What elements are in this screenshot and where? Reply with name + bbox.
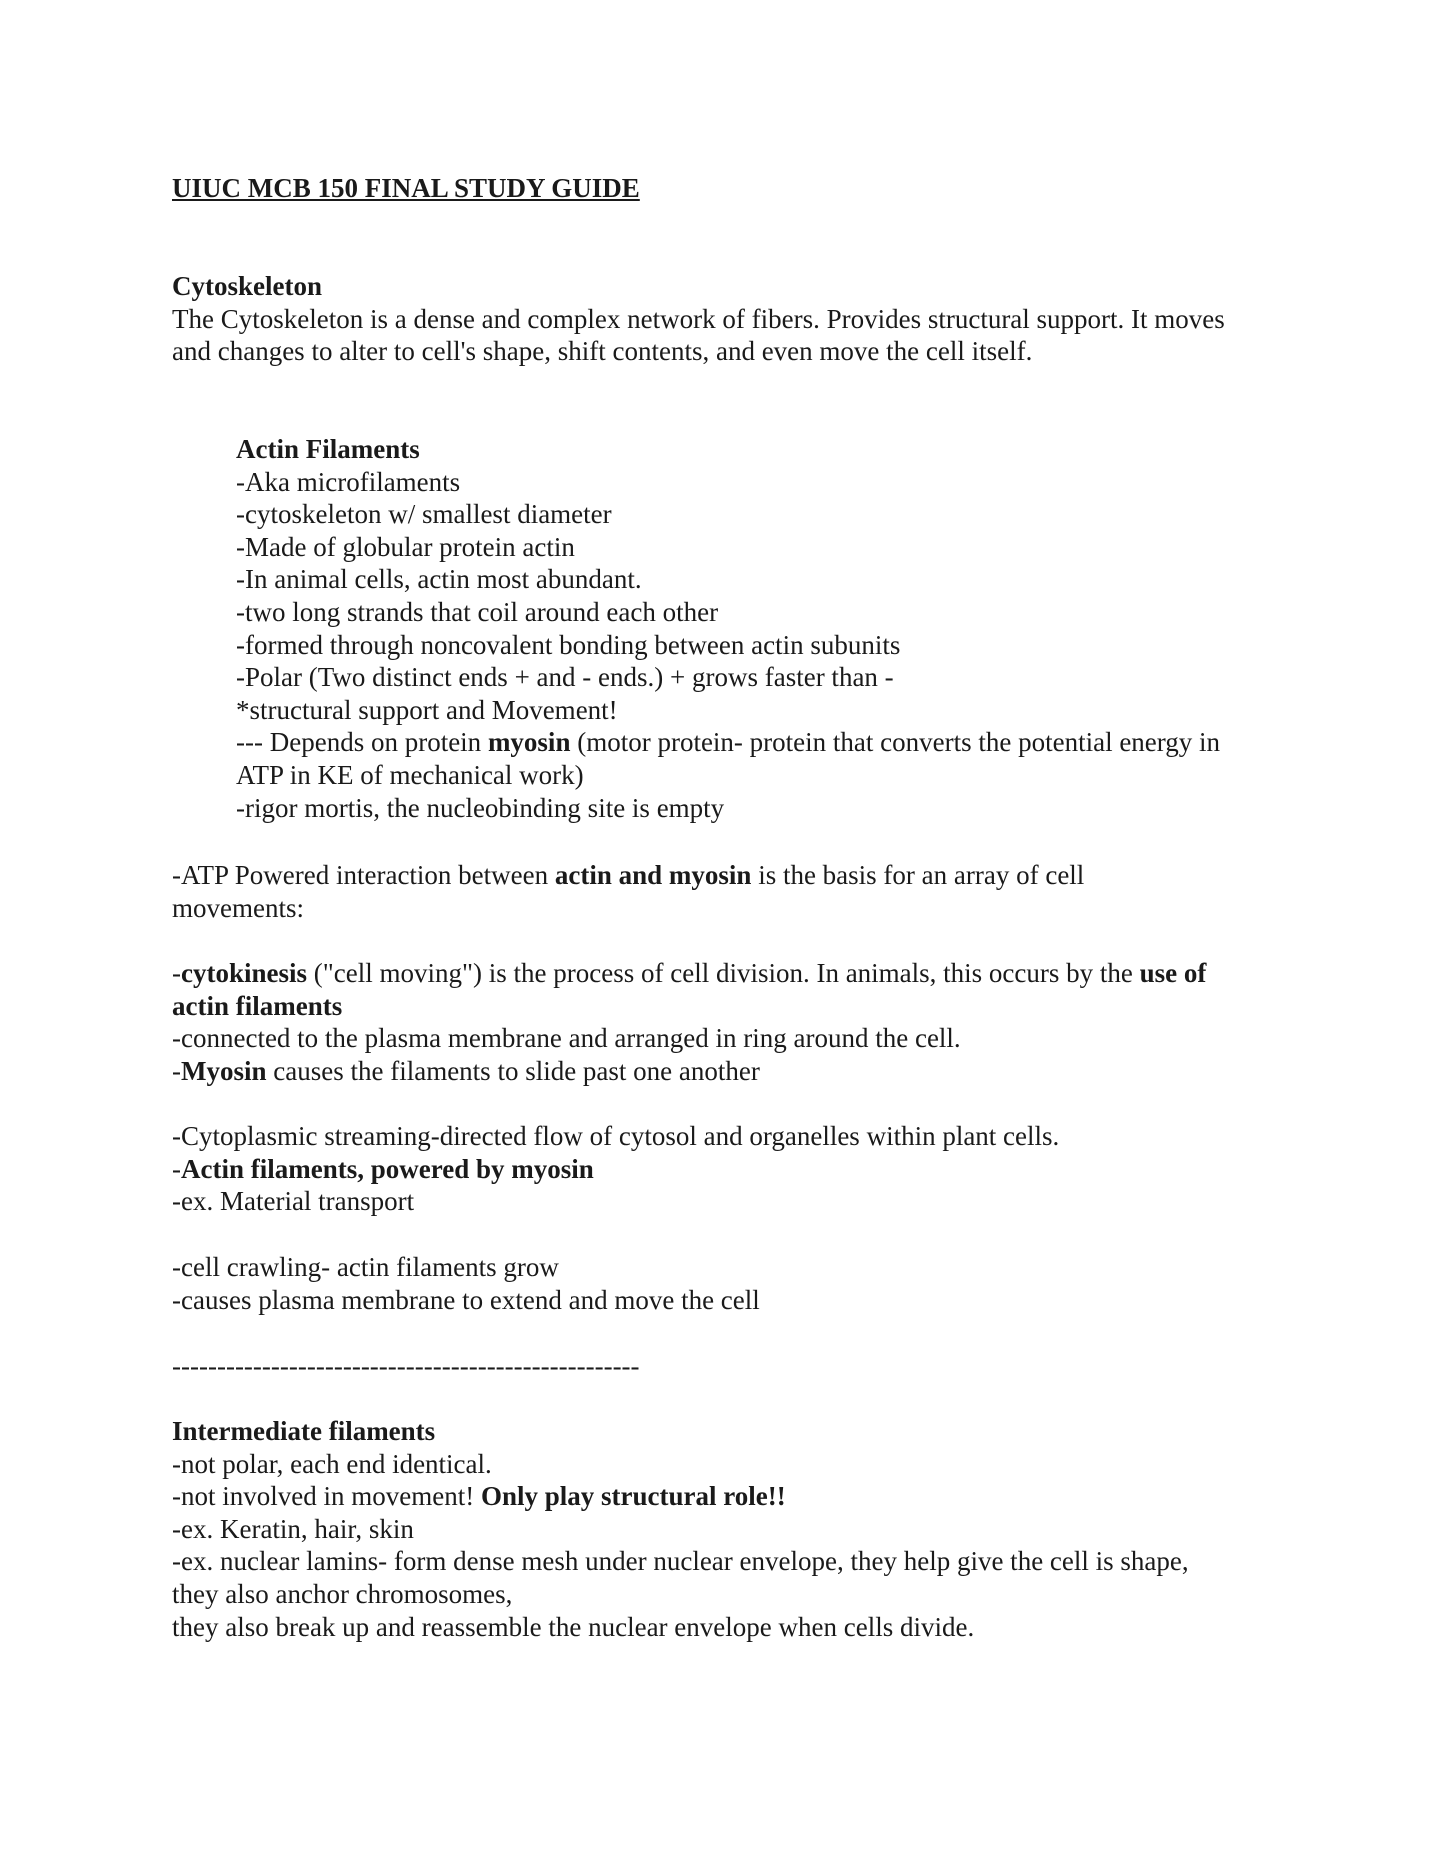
cytoskeleton-paragraph-line-1: The Cytoskeleton is a dense and complex network of fibers. Provides structural support. It moves xyxy=(172,303,1225,334)
atp-prefix: -ATP Powered interaction between xyxy=(172,860,555,890)
cytokinesis-line-1 xyxy=(172,957,1292,990)
intermediate-line-6: they also break up and reassemble the nuclear envelope when cells divide. xyxy=(172,1611,975,1642)
intermediate-line-1: -not polar, each end identical. xyxy=(172,1448,492,1479)
streaming-line-1: -Cytoplasmic streaming-directed flow of cytosol and organelles within plant cells. xyxy=(172,1121,1060,1151)
crawling-line-1: -cell crawling- actin filaments grow xyxy=(172,1252,559,1282)
intermediate-line-2 xyxy=(172,1480,1292,1513)
atp-line-1 xyxy=(172,859,1292,892)
structural-role-term: Only play structural role!! xyxy=(480,1481,786,1512)
cytokinesis-line-4 xyxy=(172,1055,1292,1088)
intermediate-line-2-prefix: -not involved in movement! xyxy=(172,1481,481,1512)
actin-line: -Aka microfilaments xyxy=(236,466,461,497)
actin-line: -Polar (Two distinct ends + and - ends.) + grows faster than - xyxy=(236,662,894,693)
cytoplasmic-streaming-paragraph xyxy=(172,1120,1292,1218)
cytokinesis-line-3: -connected to the plasma membrane and arranged in ring around the cell. xyxy=(172,1023,961,1054)
cytokinesis-paragraph xyxy=(172,957,1292,1087)
actin-line: -In animal cells, actin most abundant. xyxy=(236,564,642,595)
actin-filaments-section xyxy=(236,433,1296,824)
rigor-mortis-line: -rigor mortis, the nucleobinding site is empty xyxy=(236,792,725,823)
crawling-line-2: -causes plasma membrane to extend and move the cell xyxy=(172,1284,760,1315)
intermediate-filaments-section xyxy=(172,1415,1292,1643)
myosin-line-prefix: --- Depends on protein xyxy=(236,727,488,758)
intermediate-line-5: they also anchor chromosomes, xyxy=(172,1578,513,1609)
actin-line: -Made of globular protein actin xyxy=(236,531,575,562)
atp-interaction-paragraph xyxy=(172,859,1292,924)
cell-crawling-paragraph xyxy=(172,1251,1292,1316)
myosin-term: Myosin xyxy=(181,1055,267,1086)
cytokinesis-term: cytokinesis xyxy=(181,958,308,988)
cytokinesis-description: ("cell moving") is the process of cell division. In animals, this occurs by the xyxy=(307,958,1140,988)
powered-by-myosin-term: Actin filaments, powered by myosin xyxy=(181,1153,594,1184)
intermediate-line-3: -ex. Keratin, hair, skin xyxy=(172,1513,414,1544)
dashed-divider: ---------------------------------------------------- xyxy=(172,1351,640,1381)
cytoskeleton-paragraph-line-2: and changes to alter to cell's shape, shift contents, and even move the cell itself. xyxy=(172,336,1033,367)
atp-line-2: movements: xyxy=(172,892,304,923)
intermediate-line-4: -ex. nuclear lamins- form dense mesh under nuclear envelope, they help give the cell is shape, xyxy=(172,1546,1189,1577)
myosin-line-suffix: (motor protein- protein that converts the potential energy in xyxy=(570,727,1221,758)
myosin-term: myosin xyxy=(487,727,571,758)
cytokinesis-line-2 xyxy=(172,990,1292,1023)
myosin-continuation-line: ATP in KE of mechanical work) xyxy=(236,759,584,790)
document-title: UIUC MCB 150 FINAL STUDY GUIDE xyxy=(172,173,640,203)
cytoskeleton-section xyxy=(172,270,1292,368)
cytokinesis-dash: - xyxy=(172,958,181,988)
actin-line: -formed through noncovalent bonding between actin subunits xyxy=(236,629,901,660)
intermediate-filaments-heading: Intermediate filaments xyxy=(172,1416,436,1446)
atp-suffix: is the basis for an array of cell xyxy=(751,860,1085,890)
streaming-line-3: -ex. Material transport xyxy=(172,1186,415,1217)
use-of-term: use of xyxy=(1139,958,1207,988)
myosin-dash: - xyxy=(172,1055,181,1086)
streaming-dash: - xyxy=(172,1153,181,1184)
streaming-line-2 xyxy=(172,1153,1292,1186)
cytoskeleton-heading: Cytoskeleton xyxy=(172,271,322,301)
actin-myosin-term: actin and myosin xyxy=(554,860,752,890)
actin-filaments-heading: Actin Filaments xyxy=(236,434,420,464)
actin-line: -two long strands that coil around each other xyxy=(236,596,719,627)
myosin-description: causes the filaments to slide past one another xyxy=(266,1055,760,1086)
myosin-dependency-line xyxy=(236,726,1296,759)
actin-filaments-term: actin filaments xyxy=(172,990,343,1021)
actin-line: -cytoskeleton w/ smallest diameter xyxy=(236,499,612,530)
actin-line: *structural support and Movement! xyxy=(236,694,618,725)
